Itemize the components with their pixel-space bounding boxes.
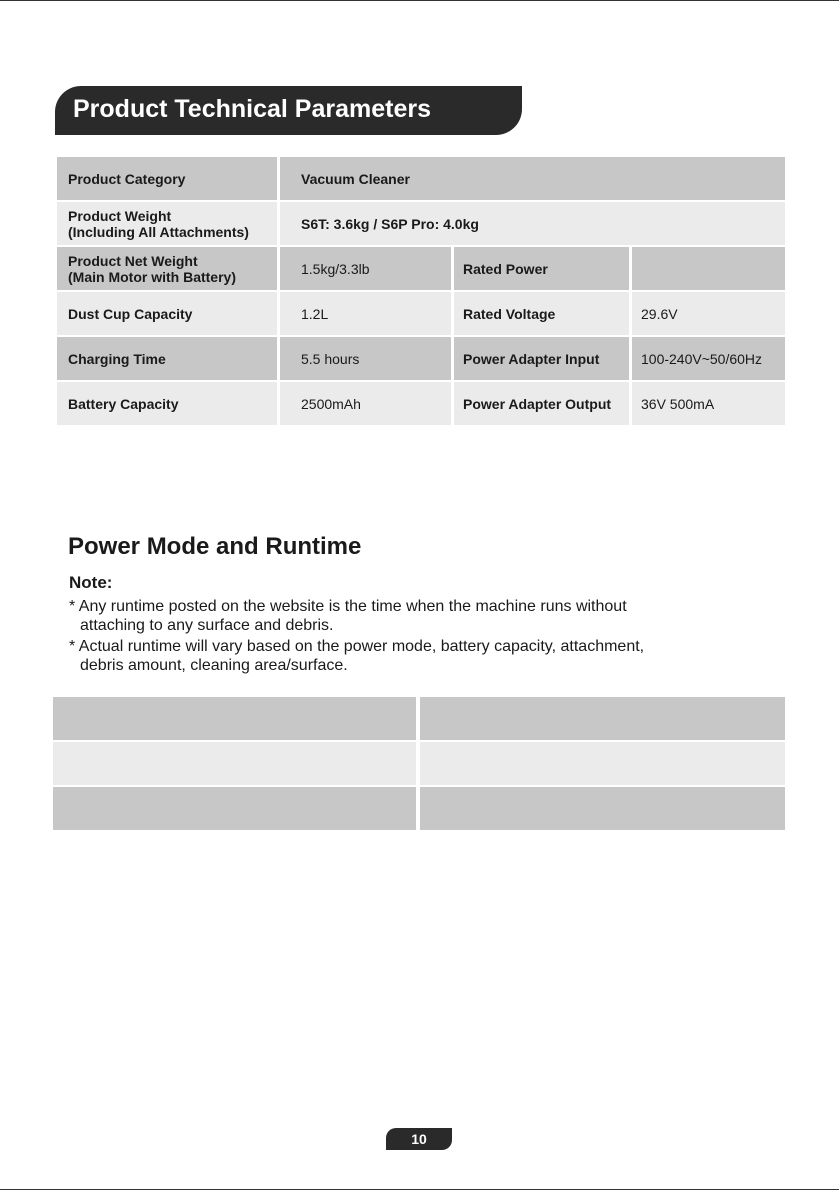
note-line-3: * Actual runtime will vary based on the power mode, battery capacity, attachment, [69, 638, 645, 655]
value-adapter-input: 100-240V~50/60Hz [632, 337, 785, 380]
value-battery-capacity: 2500mAh [280, 382, 451, 425]
note-line-2: attaching to any surface and debris. [80, 617, 334, 634]
value-net-weight: 1.5kg/3.3lb [280, 247, 451, 290]
value-adapter-output: 36V 500mA [632, 382, 785, 425]
label-dust-cup-capacity: Dust Cup Capacity [57, 292, 277, 335]
value-charging-time: 5.5 hours [280, 337, 451, 380]
value-rated-power [632, 247, 785, 290]
runtime-cell [420, 742, 785, 785]
label-product-weight [57, 202, 277, 245]
label-adapter-output: Power Adapter Output [454, 382, 629, 425]
page-number: 10 [386, 1128, 452, 1150]
label-net-weight-line2: (Main Motor with Battery) [68, 268, 236, 285]
value-product-weight: S6T: 3.6kg / S6P Pro: 4.0kg [280, 202, 785, 245]
runtime-cell [53, 697, 416, 740]
runtime-cell [420, 697, 785, 740]
label-charging-time: Charging Time [57, 337, 277, 380]
value-rated-voltage: 29.6V [632, 292, 785, 335]
label-product-weight-line2: (Including All Attachments) [68, 223, 249, 240]
note-line-4: debris amount, cleaning area/surface. [80, 657, 348, 674]
top-rule [0, 0, 839, 1]
runtime-heading: Power Mode and Runtime [68, 533, 362, 560]
label-rated-power: Rated Power [454, 247, 629, 290]
note-title: Note: [69, 573, 113, 592]
value-product-category: Vacuum Cleaner [280, 157, 785, 200]
label-adapter-input: Power Adapter Input [454, 337, 629, 380]
runtime-cell [53, 787, 416, 830]
bottom-rule [0, 1189, 839, 1190]
runtime-cell [53, 742, 416, 785]
value-dust-cup-capacity: 1.2L [280, 292, 451, 335]
section-title: Product Technical Parameters [73, 95, 432, 123]
label-net-weight-line1: Product Net Weight [68, 252, 198, 269]
label-battery-capacity: Battery Capacity [57, 382, 277, 425]
note-line-1: * Any runtime posted on the website is the time when the machine runs without [69, 598, 627, 615]
label-product-category: Product Category [57, 157, 277, 200]
label-net-weight [57, 247, 277, 290]
label-product-weight-line1: Product Weight [68, 207, 172, 224]
section-title-banner [55, 86, 522, 135]
runtime-cell [420, 787, 785, 830]
label-rated-voltage: Rated Voltage [454, 292, 629, 335]
